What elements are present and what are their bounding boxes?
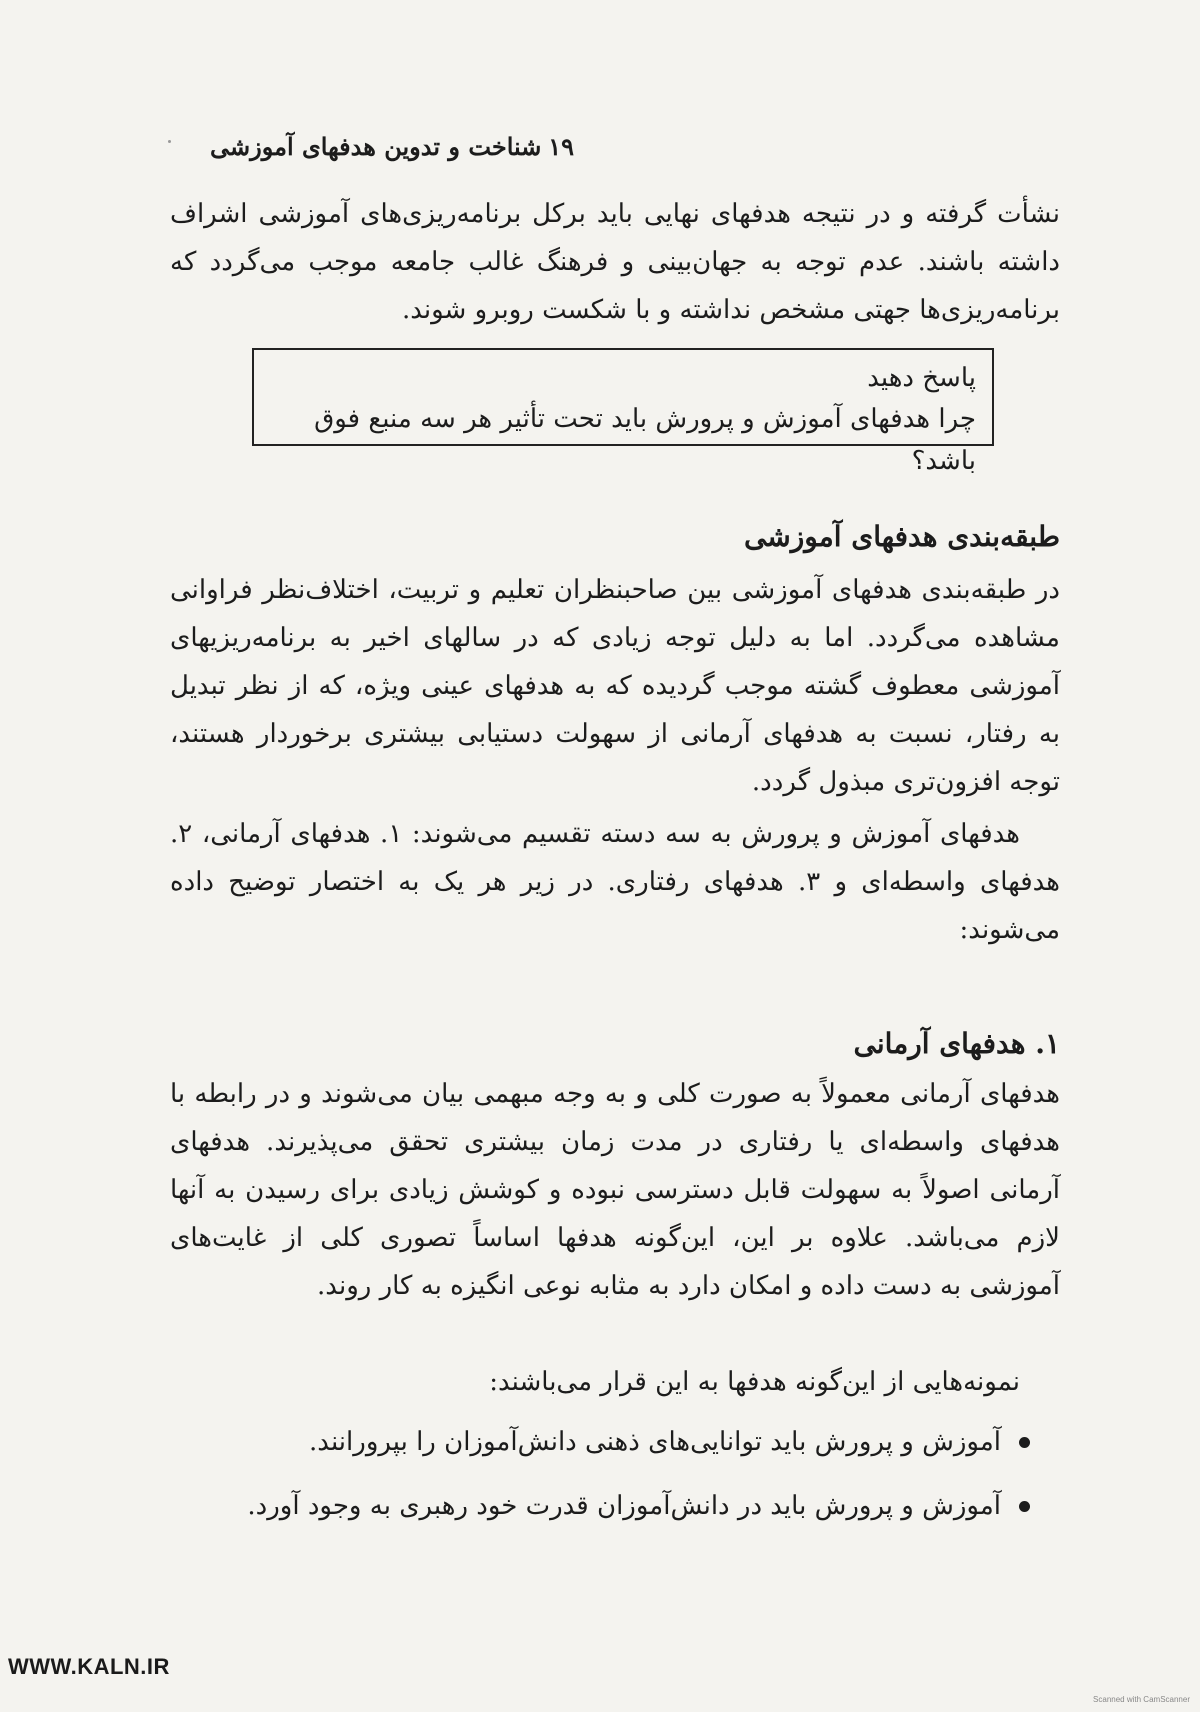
list-item-text: آموزش و پرورش باید توانایی‌های ذهنی دانش‌آموزان را بپرورانند.	[309, 1427, 1001, 1457]
answer-box-question: چرا هدفهای آموزش و پرورش باید تحت تأثیر هر سه منبع فوق باشد؟	[314, 404, 976, 476]
bullet-icon	[1019, 1437, 1030, 1448]
examples-list	[170, 1410, 1030, 1538]
header-title: شناخت و تدوین هدفهای آموزشی	[210, 131, 542, 161]
running-header	[210, 126, 574, 166]
scan-speck	[168, 140, 171, 143]
classification-paragraph-1: در طبقه‌بندی هدفهای آموزشی بین صاحبنظران تعلیم و تربیت، اختلاف‌نظر فراوانی مشاهده می‌گردد. اما به دلیل توجه زیادی که در سالهای اخیر به برنامه‌ریزیهای آموزشی معطوف گشته موجب گردیده که به هدفهای عینی ویژه، که از نظر تبدیل به رفتار، نسبت به هدفهای آرمانی از سهولت دستیابی بیشتری برخوردار هستند، توجه افزون‌تری مبذول گردد.	[170, 575, 1060, 797]
heading-ideal-goals: ۱. هدفهای آرمانی	[853, 1027, 1060, 1060]
ideal-goals-paragraph: هدفهای آرمانی معمولاً به صورت کلی و به وجه مبهمی بیان می‌شوند و در رابطه با هدفهای واسطه‌ای یا رفتاری در مدت زمان بیشتری تحقق می‌پذیرند. هدفهای آرمانی اصولاً به سهولت قابل دسترسی نبوده و کوشش زیادی برای رسیدن به آنها لازم می‌باشد. علاوه بر این، این‌گونه هدفها اساساً تصوری کلی از غایت‌های آموزشی به دست داده و امکان دارد به مثابه نوعی انگیزه به کار روند.	[170, 1079, 1060, 1301]
list-item-text: آموزش و پرورش باید در دانش‌آموزان قدرت خود رهبری به وجود آورد.	[247, 1491, 1001, 1521]
intro-paragraph: نشأت گرفته و در نتیجه هدفهای نهایی باید برکل برنامه‌ریزی‌های آموزشی اشراف داشته باشند. عدم توجه به جهان‌بینی و فرهنگ غالب جامعه موجب می‌گردد که برنامه‌ریزی‌ها جهتی مشخص نداشته و با شکست روبرو شوند.	[170, 199, 1060, 325]
answer-box-title: پاسخ دهید	[867, 363, 976, 393]
classification-paragraph-2: هدفهای آموزش و پرورش به سه دسته تقسیم می‌شوند: ۱. هدفهای آرمانی، ۲. هدفهای واسطه‌ای و ۳. هدفهای رفتاری. در زیر هر یک به اختصار توضیح داده می‌شوند:	[170, 819, 1060, 945]
heading-classification: طبقه‌بندی هدفهای آموزشی	[743, 520, 1060, 553]
list-item	[170, 1410, 1030, 1474]
bullet-icon	[1019, 1501, 1030, 1512]
page-number: ۱۹	[548, 131, 574, 161]
site-watermark: WWW.KALN.IR	[8, 1654, 170, 1679]
examples-intro: نمونه‌هایی از این‌گونه هدفها به این قرار می‌باشند:	[489, 1367, 1020, 1397]
list-item	[170, 1474, 1030, 1538]
scanner-note: Scanned with CamScanner	[1093, 1695, 1190, 1704]
answer-box	[252, 348, 994, 476]
